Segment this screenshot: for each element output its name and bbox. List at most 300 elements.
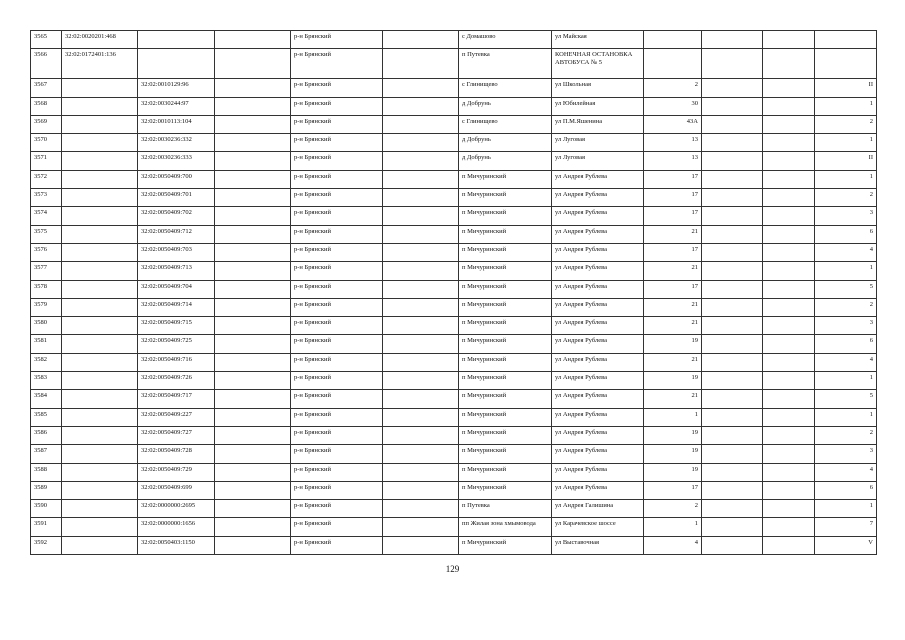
- cell-empty-b: [383, 463, 459, 481]
- street: ул Андрея Рублева: [552, 335, 644, 353]
- house-number: [644, 31, 702, 49]
- cell-empty-a: [215, 243, 291, 261]
- table-row: [31, 243, 877, 261]
- unit-number: 3: [815, 207, 877, 225]
- cell-empty-a: [215, 152, 291, 170]
- cell-empty-a: [215, 189, 291, 207]
- cell-empty-c: [702, 500, 763, 518]
- cell-empty-a: [215, 335, 291, 353]
- row-number: 3578: [31, 280, 62, 298]
- table-row: [31, 335, 877, 353]
- cell-empty-a: [215, 536, 291, 554]
- house-number: 21: [644, 390, 702, 408]
- table-row: [31, 207, 877, 225]
- district: р-н Брянский: [291, 463, 383, 481]
- cadastral-number-land: [62, 134, 138, 152]
- house-number: 2: [644, 79, 702, 97]
- street: ул Андрея Рублева: [552, 353, 644, 371]
- cadastral-number-building: 32:02:0050409:700: [138, 170, 215, 188]
- cadastral-number-building: 32:02:0050409:717: [138, 390, 215, 408]
- house-number: 1: [644, 518, 702, 536]
- district: р-н Брянский: [291, 97, 383, 115]
- street: ул Андрея Рублева: [552, 426, 644, 444]
- table-row: [31, 134, 877, 152]
- cadastral-number-land: [62, 408, 138, 426]
- cell-empty-d: [763, 317, 815, 335]
- cadastral-number-land: [62, 207, 138, 225]
- house-number: 17: [644, 280, 702, 298]
- house-number: 21: [644, 353, 702, 371]
- settlement: с Глинищево: [459, 115, 552, 133]
- cadastral-number-land: [62, 317, 138, 335]
- house-number: 17: [644, 481, 702, 499]
- cell-empty-c: [702, 408, 763, 426]
- cadastral-number-building: 32:02:0050409:725: [138, 335, 215, 353]
- row-number: 3566: [31, 49, 62, 79]
- house-number: 30: [644, 97, 702, 115]
- cadastral-number-land: 32:02:0172401:136: [62, 49, 138, 79]
- cell-empty-d: [763, 134, 815, 152]
- row-number: 3579: [31, 298, 62, 316]
- cell-empty-d: [763, 152, 815, 170]
- cell-empty-a: [215, 317, 291, 335]
- cadastral-number-building: 32:02:0050409:729: [138, 463, 215, 481]
- cell-empty-d: [763, 280, 815, 298]
- row-number: 3577: [31, 262, 62, 280]
- cadastral-number-building: [138, 31, 215, 49]
- unit-number: 1: [815, 500, 877, 518]
- cadastral-number-land: [62, 189, 138, 207]
- street: ул Андрея Рублева: [552, 189, 644, 207]
- house-number: [644, 49, 702, 79]
- cell-empty-a: [215, 207, 291, 225]
- cell-empty-b: [383, 243, 459, 261]
- cell-empty-c: [702, 134, 763, 152]
- cadastral-number-land: [62, 353, 138, 371]
- row-number: 3568: [31, 97, 62, 115]
- cadastral-number-building: 32:02:0030236:332: [138, 134, 215, 152]
- street: ул Андрея Рублева: [552, 390, 644, 408]
- house-number: 17: [644, 243, 702, 261]
- unit-number: 1: [815, 408, 877, 426]
- street: ул Андрея Рублева: [552, 463, 644, 481]
- cadastral-number-land: [62, 445, 138, 463]
- settlement: п Мичуринский: [459, 463, 552, 481]
- settlement: п Мичуринский: [459, 536, 552, 554]
- cadastral-number-building: 32:02:0050409:701: [138, 189, 215, 207]
- cadastral-number-building: 32:02:0050409:714: [138, 298, 215, 316]
- cadastral-number-building: 32:02:0050409:726: [138, 372, 215, 390]
- cadastral-number-land: [62, 426, 138, 444]
- cell-empty-c: [702, 518, 763, 536]
- cell-empty-b: [383, 134, 459, 152]
- district: р-н Брянский: [291, 390, 383, 408]
- table-body: [31, 31, 877, 555]
- cadastral-number-land: [62, 536, 138, 554]
- cadastral-number-building: 32:02:0050409:713: [138, 262, 215, 280]
- table-row: [31, 408, 877, 426]
- cell-empty-c: [702, 189, 763, 207]
- cell-empty-c: [702, 207, 763, 225]
- settlement: п Мичуринский: [459, 243, 552, 261]
- row-number: 3590: [31, 500, 62, 518]
- district: р-н Брянский: [291, 243, 383, 261]
- cell-empty-d: [763, 79, 815, 97]
- cell-empty-b: [383, 262, 459, 280]
- district: р-н Брянский: [291, 115, 383, 133]
- settlement: п Мичуринский: [459, 335, 552, 353]
- street: ул Андрея Рублева: [552, 207, 644, 225]
- street: ул Андрея Рублева: [552, 372, 644, 390]
- cell-empty-d: [763, 207, 815, 225]
- cadastral-number-land: [62, 97, 138, 115]
- street: ул Андрея Рублева: [552, 445, 644, 463]
- street: ул Школьная: [552, 79, 644, 97]
- cell-empty-d: [763, 115, 815, 133]
- cell-empty-a: [215, 49, 291, 79]
- cell-empty-a: [215, 115, 291, 133]
- cell-empty-b: [383, 207, 459, 225]
- row-number: 3565: [31, 31, 62, 49]
- street: ул Луговая: [552, 134, 644, 152]
- table-row: [31, 445, 877, 463]
- cell-empty-d: [763, 353, 815, 371]
- settlement: п Мичуринский: [459, 207, 552, 225]
- cell-empty-c: [702, 353, 763, 371]
- cadastral-number-building: 32:02:0050409:699: [138, 481, 215, 499]
- district: р-н Брянский: [291, 134, 383, 152]
- cell-empty-c: [702, 481, 763, 499]
- cell-empty-b: [383, 445, 459, 463]
- cadastral-number-building: 32:02:0050409:702: [138, 207, 215, 225]
- cell-empty-b: [383, 79, 459, 97]
- settlement: п Мичуринский: [459, 445, 552, 463]
- row-number: 3591: [31, 518, 62, 536]
- cell-empty-c: [702, 317, 763, 335]
- settlement: п Мичуринский: [459, 170, 552, 188]
- table-row: [31, 372, 877, 390]
- street: ул Выставочная: [552, 536, 644, 554]
- table-row: [31, 79, 877, 97]
- cell-empty-d: [763, 426, 815, 444]
- cell-empty-b: [383, 481, 459, 499]
- cell-empty-a: [215, 463, 291, 481]
- cell-empty-a: [215, 225, 291, 243]
- row-number: 3572: [31, 170, 62, 188]
- cell-empty-c: [702, 262, 763, 280]
- cell-empty-c: [702, 280, 763, 298]
- table-row: [31, 500, 877, 518]
- cadastral-number-building: 32:02:0050409:715: [138, 317, 215, 335]
- cadastral-number-land: [62, 243, 138, 261]
- settlement: пп Жилая зона хмымовода: [459, 518, 552, 536]
- table-row: [31, 225, 877, 243]
- district: р-н Брянский: [291, 408, 383, 426]
- cell-empty-d: [763, 31, 815, 49]
- unit-number: 1: [815, 262, 877, 280]
- house-number: 13: [644, 152, 702, 170]
- cell-empty-d: [763, 518, 815, 536]
- cell-empty-b: [383, 31, 459, 49]
- cell-empty-a: [215, 426, 291, 444]
- cell-empty-a: [215, 390, 291, 408]
- cell-empty-d: [763, 445, 815, 463]
- cadastral-number-building: 32:02:0050409:716: [138, 353, 215, 371]
- house-number: 17: [644, 207, 702, 225]
- street: ул Андрея Рублева: [552, 481, 644, 499]
- cell-empty-a: [215, 280, 291, 298]
- district: р-н Брянский: [291, 353, 383, 371]
- cadastral-number-building: 32:02:0000000:2695: [138, 500, 215, 518]
- row-number: 3571: [31, 152, 62, 170]
- row-number: 3588: [31, 463, 62, 481]
- table-row: [31, 463, 877, 481]
- cadastral-number-land: [62, 225, 138, 243]
- table-row: [31, 481, 877, 499]
- cell-empty-a: [215, 262, 291, 280]
- unit-number: 2: [815, 189, 877, 207]
- unit-number: II: [815, 79, 877, 97]
- house-number: 21: [644, 298, 702, 316]
- district: р-н Брянский: [291, 280, 383, 298]
- district: р-н Брянский: [291, 372, 383, 390]
- cell-empty-d: [763, 408, 815, 426]
- district: р-н Брянский: [291, 170, 383, 188]
- cadastral-number-building: 32:02:0050409:704: [138, 280, 215, 298]
- unit-number: 6: [815, 335, 877, 353]
- row-number: 3584: [31, 390, 62, 408]
- district: р-н Брянский: [291, 518, 383, 536]
- house-number: 21: [644, 317, 702, 335]
- cell-empty-c: [702, 445, 763, 463]
- cadastral-number-land: [62, 262, 138, 280]
- unit-number: 6: [815, 225, 877, 243]
- cell-empty-c: [702, 225, 763, 243]
- table-row: [31, 189, 877, 207]
- unit-number: 2: [815, 426, 877, 444]
- cadastral-number-building: 32:02:0050409:703: [138, 243, 215, 261]
- street: ул Андрея Рублева: [552, 317, 644, 335]
- cell-empty-b: [383, 536, 459, 554]
- cell-empty-d: [763, 189, 815, 207]
- cell-empty-c: [702, 536, 763, 554]
- table-row: [31, 536, 877, 554]
- cell-empty-d: [763, 390, 815, 408]
- cadastral-number-building: [138, 49, 215, 79]
- cell-empty-d: [763, 298, 815, 316]
- cell-empty-d: [763, 372, 815, 390]
- table-row: [31, 426, 877, 444]
- cell-empty-d: [763, 463, 815, 481]
- cadastral-number-building: 32:02:0030236:333: [138, 152, 215, 170]
- house-number: 19: [644, 463, 702, 481]
- unit-number: 4: [815, 463, 877, 481]
- cadastral-number-building: 32:02:0050409:712: [138, 225, 215, 243]
- cell-empty-c: [702, 97, 763, 115]
- cell-empty-b: [383, 280, 459, 298]
- table-row: [31, 170, 877, 188]
- cell-empty-a: [215, 481, 291, 499]
- street: ул Карачевское шоссе: [552, 518, 644, 536]
- row-number: 3589: [31, 481, 62, 499]
- cadastral-number-land: [62, 115, 138, 133]
- house-number: 21: [644, 262, 702, 280]
- district: р-н Брянский: [291, 49, 383, 79]
- settlement: п Мичуринский: [459, 353, 552, 371]
- cell-empty-c: [702, 49, 763, 79]
- unit-number: 3: [815, 317, 877, 335]
- cell-empty-b: [383, 518, 459, 536]
- settlement: д Добрунь: [459, 97, 552, 115]
- table-row: [31, 262, 877, 280]
- district: р-н Брянский: [291, 335, 383, 353]
- cell-empty-b: [383, 115, 459, 133]
- row-number: 3586: [31, 426, 62, 444]
- unit-number: 3: [815, 445, 877, 463]
- cell-empty-b: [383, 500, 459, 518]
- unit-number: [815, 31, 877, 49]
- settlement: с Глинищево: [459, 79, 552, 97]
- unit-number: II: [815, 152, 877, 170]
- cell-empty-a: [215, 353, 291, 371]
- row-number: 3567: [31, 79, 62, 97]
- cell-empty-b: [383, 317, 459, 335]
- cell-empty-c: [702, 372, 763, 390]
- table-row: [31, 31, 877, 49]
- house-number: 19: [644, 335, 702, 353]
- settlement: п Мичуринский: [459, 262, 552, 280]
- cell-empty-b: [383, 189, 459, 207]
- cell-empty-a: [215, 445, 291, 463]
- district: р-н Брянский: [291, 317, 383, 335]
- street: ул Андрея Галишина: [552, 500, 644, 518]
- district: р-н Брянский: [291, 298, 383, 316]
- cadastral-number-land: [62, 481, 138, 499]
- cell-empty-a: [215, 298, 291, 316]
- page-number: 129: [445, 564, 460, 574]
- house-number: 19: [644, 426, 702, 444]
- table-row: [31, 115, 877, 133]
- table-row: [31, 280, 877, 298]
- cell-empty-d: [763, 481, 815, 499]
- settlement: п Мичуринский: [459, 280, 552, 298]
- settlement: д Добрунь: [459, 152, 552, 170]
- cell-empty-a: [215, 408, 291, 426]
- settlement: д Добрунь: [459, 134, 552, 152]
- cell-empty-d: [763, 170, 815, 188]
- house-number: 13: [644, 134, 702, 152]
- district: р-н Брянский: [291, 426, 383, 444]
- unit-number: 2: [815, 298, 877, 316]
- street: ул Юбилейная: [552, 97, 644, 115]
- row-number: 3583: [31, 372, 62, 390]
- cell-empty-c: [702, 335, 763, 353]
- cadastral-number-building: 32:02:0050403:1150: [138, 536, 215, 554]
- house-number: 21: [644, 225, 702, 243]
- street: ул Андрея Рублева: [552, 262, 644, 280]
- row-number: 3569: [31, 115, 62, 133]
- unit-number: 1: [815, 170, 877, 188]
- cell-empty-b: [383, 426, 459, 444]
- row-number: 3570: [31, 134, 62, 152]
- row-number: 3576: [31, 243, 62, 261]
- row-number: 3585: [31, 408, 62, 426]
- settlement: п Мичуринский: [459, 481, 552, 499]
- settlement: п Мичуринский: [459, 426, 552, 444]
- table-row: [31, 49, 877, 79]
- cell-empty-d: [763, 335, 815, 353]
- cell-empty-a: [215, 31, 291, 49]
- unit-number: [815, 49, 877, 79]
- table-row: [31, 317, 877, 335]
- row-number: 3582: [31, 353, 62, 371]
- unit-number: 1: [815, 134, 877, 152]
- cell-empty-d: [763, 536, 815, 554]
- cell-empty-c: [702, 79, 763, 97]
- cell-empty-a: [215, 170, 291, 188]
- cadastral-number-land: [62, 152, 138, 170]
- cell-empty-b: [383, 152, 459, 170]
- row-number: 3573: [31, 189, 62, 207]
- street: ул Андрея Рублева: [552, 170, 644, 188]
- house-number: 17: [644, 170, 702, 188]
- cell-empty-b: [383, 335, 459, 353]
- settlement: п Мичуринский: [459, 225, 552, 243]
- house-number: 1: [644, 408, 702, 426]
- unit-number: 7: [815, 518, 877, 536]
- settlement: п Мичуринский: [459, 189, 552, 207]
- street: ул Андрея Рублева: [552, 225, 644, 243]
- cell-empty-b: [383, 298, 459, 316]
- settlement: п Мичуринский: [459, 317, 552, 335]
- settlement: п Путевка: [459, 49, 552, 79]
- cadastral-number-land: [62, 500, 138, 518]
- cell-empty-c: [702, 115, 763, 133]
- settlement: п Путевка: [459, 500, 552, 518]
- cell-empty-c: [702, 152, 763, 170]
- district: р-н Брянский: [291, 262, 383, 280]
- register-table: [30, 30, 877, 555]
- cell-empty-b: [383, 170, 459, 188]
- cadastral-number-building: 32:02:0000000:1656: [138, 518, 215, 536]
- unit-number: 4: [815, 353, 877, 371]
- cadastral-number-land: [62, 390, 138, 408]
- district: р-н Брянский: [291, 536, 383, 554]
- cell-empty-a: [215, 97, 291, 115]
- cell-empty-b: [383, 353, 459, 371]
- district: р-н Брянский: [291, 189, 383, 207]
- table-row: [31, 353, 877, 371]
- cadastral-number-land: [62, 463, 138, 481]
- cell-empty-d: [763, 225, 815, 243]
- unit-number: 1: [815, 372, 877, 390]
- cell-empty-a: [215, 500, 291, 518]
- district: р-н Брянский: [291, 79, 383, 97]
- unit-number: 6: [815, 481, 877, 499]
- district: р-н Брянский: [291, 225, 383, 243]
- district: р-н Брянский: [291, 500, 383, 518]
- cadastral-number-land: 32:02:0020201:468: [62, 31, 138, 49]
- district: р-н Брянский: [291, 207, 383, 225]
- house-number: 4: [644, 536, 702, 554]
- cell-empty-a: [215, 518, 291, 536]
- cell-empty-c: [702, 243, 763, 261]
- cell-empty-d: [763, 262, 815, 280]
- cadastral-number-land: [62, 79, 138, 97]
- district: р-н Брянский: [291, 31, 383, 49]
- street: КОНЕЧНАЯ ОСТАНОВКА АВТОБУСА № 5: [552, 49, 644, 79]
- cadastral-number-building: 32:02:0030244:97: [138, 97, 215, 115]
